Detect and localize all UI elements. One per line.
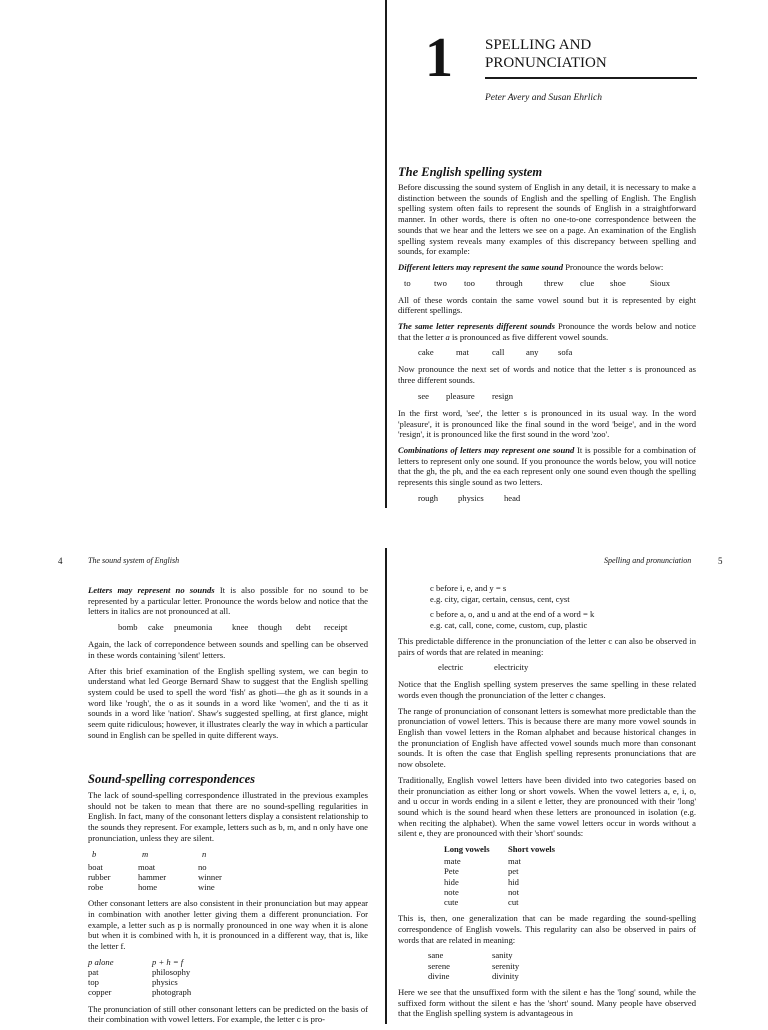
table-cell: note: [444, 886, 459, 897]
word: though: [258, 622, 282, 633]
vowel-table: [444, 844, 696, 907]
c-rule-1: [430, 583, 696, 604]
word: head: [504, 492, 521, 503]
table-header-cell: p + h = f: [152, 956, 184, 967]
table-row: [428, 950, 696, 960]
point1-text: Pronounce the words below:: [565, 261, 664, 272]
table-header-cell: Short vowels: [508, 844, 556, 855]
table-cell: boat: [88, 861, 103, 872]
page4-p5: Other consonant letters are also consistent in their pronunciation but may appear in combination with another letter giving them a different pronunciation. For example, a letter such as p is normally pronounced in one way when it is alone but when it is combined with h, it is pronounced in a different way, that is, like the letter f.: [88, 898, 368, 952]
chapter-authors: Peter Avery and Susan Ehrlich: [485, 93, 602, 103]
table-row: [444, 866, 696, 876]
table-cell: winner: [198, 871, 222, 882]
word: rough: [418, 492, 439, 503]
table-cell: hide: [444, 876, 459, 887]
word: mat: [456, 347, 469, 358]
page5-p3: The range of pronunciation of consonant letters is somewhat more predictable than the pronunciation of vowel letters. This is because there are many more vowel sounds in English than vowel letters in the Roman alphabet and because historical changes in the pronunciation of English have affected vowel sounds much more than consonant sounds. It is often the case that English spelling represents pronunciations that are now obsolete.: [398, 705, 696, 770]
table-cell: sanity: [492, 950, 513, 961]
word: electric: [438, 662, 464, 673]
page4-point-text: It is also possible for no sound to be represented by a particular letter. Pronounce the words below and notice that the letters in italics are not pronounced at all.: [88, 585, 369, 617]
word-list-2: [418, 347, 696, 358]
table-cell: rubber: [88, 871, 111, 882]
page-gutter-top: [385, 0, 387, 508]
table-cell: philosophy: [152, 967, 191, 978]
word-list-4: [418, 493, 696, 504]
point2-text-a: Pronounce the words below and notice that the letter: [398, 321, 696, 342]
ph-table-header: [88, 957, 368, 967]
word: sofa: [558, 347, 573, 358]
table-cell: hammer: [138, 871, 167, 882]
table-cell: mat: [508, 856, 521, 867]
consonant-table: [88, 849, 368, 893]
page1-p2: All of these words contain the same vowel sound but it is represented by eight different spellings.: [398, 294, 696, 316]
table-cell: serenity: [492, 960, 520, 971]
word: physics: [458, 492, 484, 503]
word: knee: [232, 622, 249, 633]
table-row: [88, 987, 368, 997]
page5-body: [398, 583, 696, 1024]
table-cell: cute: [444, 897, 459, 908]
page5-p6: Here we see that the unsuffixed form with the silent e has the 'long' sound, while the suffixed form without the silent e has the 'short' sound. Many people have observed that the English spelling system is advantageous in: [398, 987, 696, 1019]
word: threw: [544, 277, 564, 288]
table-row: [444, 877, 696, 887]
vowel-table-header: [444, 844, 696, 854]
page-gutter-bottom: [385, 548, 387, 1024]
table-cell: serene: [428, 960, 450, 971]
c-rule-2-text: c before a, o, and u and at the end of a word = k: [430, 609, 595, 620]
word: Sioux: [650, 277, 671, 288]
table-cell: top: [88, 977, 99, 988]
p4-letter: s: [629, 364, 633, 375]
word: to: [404, 277, 411, 288]
table-cell: photograph: [152, 987, 192, 998]
table-row: [444, 897, 696, 907]
word: shoe: [610, 277, 626, 288]
chapter-title: [485, 36, 607, 72]
word: bomb: [118, 622, 138, 633]
page5-p1: This predictable difference in the pronunciation of the letter c can also be observed in pairs of words that are related in meaning:: [398, 635, 696, 657]
table-cell: physics: [152, 977, 178, 988]
table-header-cell: n: [202, 848, 207, 859]
chapter-title-rule: [485, 77, 697, 79]
p4-text-a: Now pronounce the next set of words and notice that the letter: [398, 364, 626, 375]
page4-p3: After this brief examination of the English spelling system, we can begin to understand what led George Bernard Shaw to suggest that the English spelling system could be used to spell the word 'fish' as ghoti—the gh as it sounds in a word like 'rough', the o as it sounds in a word like 'women', and the ti as it sounds in a word like 'nation'. Shaw's suggested spelling, at first glance, might seem quite ridiculous; however, it illustrates clearly the way in which a particular sound in English can be spelled in quite different ways.: [88, 665, 368, 740]
point2-letter: a: [445, 331, 450, 342]
point2-label: The same letter represents different sounds: [398, 321, 555, 332]
word: cake: [418, 347, 434, 358]
page1-p4: [398, 364, 696, 385]
word: electricity: [494, 662, 529, 673]
table-cell: divine: [428, 970, 450, 981]
chapter-number: 1: [425, 27, 453, 89]
table-row: [428, 971, 696, 981]
table-cell: not: [508, 886, 519, 897]
table-cell: copper: [88, 987, 112, 998]
table-cell: sane: [428, 950, 444, 961]
word: clue: [580, 277, 595, 288]
table-header-cell: b: [92, 848, 97, 859]
point2-text-b: is pronounced as five different vowel sounds.: [451, 331, 609, 342]
table-cell: home: [138, 882, 158, 893]
table-cell: wine: [198, 882, 215, 893]
page1-p5: In the first word, 'see', the letter s is pronounced in its usual way. In the word 'pleasure', it is pronounced like the final sound in the word 'beige', and in the word 'resign', it is pronounced like the first sound in the word 'zoo'.: [398, 407, 696, 440]
page5-p5: This is, then, one generalization that can be made regarding the sound-spelling correspondence of English vowels. This regularity can also be observed in pairs of words that are related in meaning:: [398, 913, 696, 945]
p4-text-b: is pronounced as three different sounds.: [398, 364, 696, 386]
table-row: [444, 856, 696, 866]
word: two: [434, 277, 447, 288]
page4-p6: The pronunciation of still other consonant letters can be predicted on the basis of their combination with vowel letters. For example, the letter c is pro-: [88, 1003, 368, 1025]
table-row: [444, 887, 696, 897]
page1-point2: [398, 321, 696, 342]
page-number-4: 4: [58, 556, 63, 566]
table-cell: robe: [88, 882, 104, 893]
word: any: [526, 347, 539, 358]
chapter-title-line1: SPELLING AND: [485, 37, 592, 53]
table-row: [88, 882, 368, 892]
related-pair-1: [438, 662, 696, 673]
chapter-title-line2: PRONUNCIATION: [485, 55, 607, 71]
table-header-cell: m: [142, 848, 149, 859]
c-rule-2-example: e.g. cat, call, cone, come, custom, cup, plastic: [430, 620, 588, 631]
table-row: [88, 872, 368, 882]
point1-label: Different letters may represent the same sound: [398, 261, 564, 272]
page4-p4: The lack of sound-spelling correspondence illustrated in the previous examples should not be taken to mean that there are no sound-spelling regularities in English. In fact, many of the consonant letters display a consistent relationship to the sounds they represent. For example, letters such as b, m, and n only have one pronunciation, unless they are silent.: [88, 790, 368, 843]
table-cell: Pete: [444, 866, 459, 877]
table-row: [428, 961, 696, 971]
table-row: [88, 967, 368, 977]
page-number-5: 5: [718, 556, 723, 566]
section-heading-english-spelling: The English spelling system: [398, 165, 543, 179]
c-rule-1-example: e.g. city, cigar, certain, census, cent, cyst: [430, 593, 570, 604]
table-cell: hid: [508, 876, 519, 887]
page1-point3: [398, 445, 696, 488]
word: debt: [296, 622, 311, 633]
table-cell: mate: [444, 856, 461, 867]
page4-p2: Again, the lack of correpondence between sounds and spelling can be observed in these words containing 'silent' letters.: [88, 639, 368, 660]
word: cake: [148, 622, 164, 633]
table-cell: pat: [88, 967, 99, 978]
word: call: [492, 347, 505, 358]
page1-intro: Before discussing the sound system of English in any detail, it is necessary to make a distinction between the sounds of English and the spelling of English. The English spelling system often fails to represent the sounds of English in a straightforward manner. In other words, there is often no one-to-one correspondence between the sounds that we hear and the letters we see on a page. An examination of the English spelling system reveals many examples of this discrepancy between spelling and sounds, for example:: [398, 182, 696, 257]
point3-text: It is possible for a combination of letters to represent only one sound. If you pronounce the words below, you will notice that the gh, the ph, and the ea each represent only one sound even though the spelling represents this single sound as two letters.: [398, 444, 697, 488]
table-row: [88, 977, 368, 987]
page1-body: [398, 182, 696, 510]
running-head-page4: The sound system of English: [88, 556, 180, 565]
point3-label: Combinations of letters may represent one sound: [398, 444, 575, 455]
page4-body: [88, 585, 368, 745]
ph-table: [88, 957, 368, 998]
silent-letter-words: [118, 622, 368, 633]
word: resign: [492, 390, 514, 401]
page4-body-2: [88, 790, 368, 1030]
section-heading-sound-spelling: Sound-spelling correspondences: [88, 772, 256, 786]
table-cell: pet: [508, 866, 519, 877]
c-rule-2: [430, 609, 696, 630]
word-list-3: [418, 391, 696, 402]
page4-point-label: Letters may represent no sounds: [88, 585, 215, 595]
table-cell: cut: [508, 897, 519, 908]
word: through: [496, 277, 523, 288]
c-rule-1-text: c before i, e, and y = s: [430, 583, 507, 593]
table-cell: divinity: [492, 970, 519, 981]
page5-p4: Traditionally, English vowel letters have been divided into two categories based on their pronunciation as either long or short vowels. When the vowel letters a, e, i, o, and u occur in words ending in a silent e letter, they are pronounced with their 'long' sound which is the sound heard when these letters are pronounced in isolation (e.g. when reciting the alphabet). When the same vowel letters occur in words without a silent e, they are pronounced with their 'short' sounds:: [398, 774, 696, 839]
table-header-cell: p alone: [88, 956, 114, 967]
table-header-cell: Long vowels: [444, 844, 490, 855]
related-pairs-2: [428, 950, 696, 981]
consonant-table-header: [92, 849, 368, 859]
page5-p2: Notice that the English spelling system preserves the same spelling in these related words even though the pronunciation of the letter c changes.: [398, 679, 696, 700]
word: receipt: [324, 622, 348, 633]
page4-point: [88, 585, 368, 617]
table-cell: no: [198, 861, 207, 872]
page1-point1: [398, 262, 696, 273]
table-cell: moat: [138, 861, 156, 872]
word: pleasure: [446, 390, 475, 401]
word-list-1: [404, 278, 696, 289]
word: too: [464, 277, 475, 288]
running-head-page5: Spelling and pronunciation: [604, 556, 692, 565]
word: pneumonia: [174, 622, 213, 633]
word: see: [418, 390, 429, 401]
table-row: [88, 862, 368, 872]
